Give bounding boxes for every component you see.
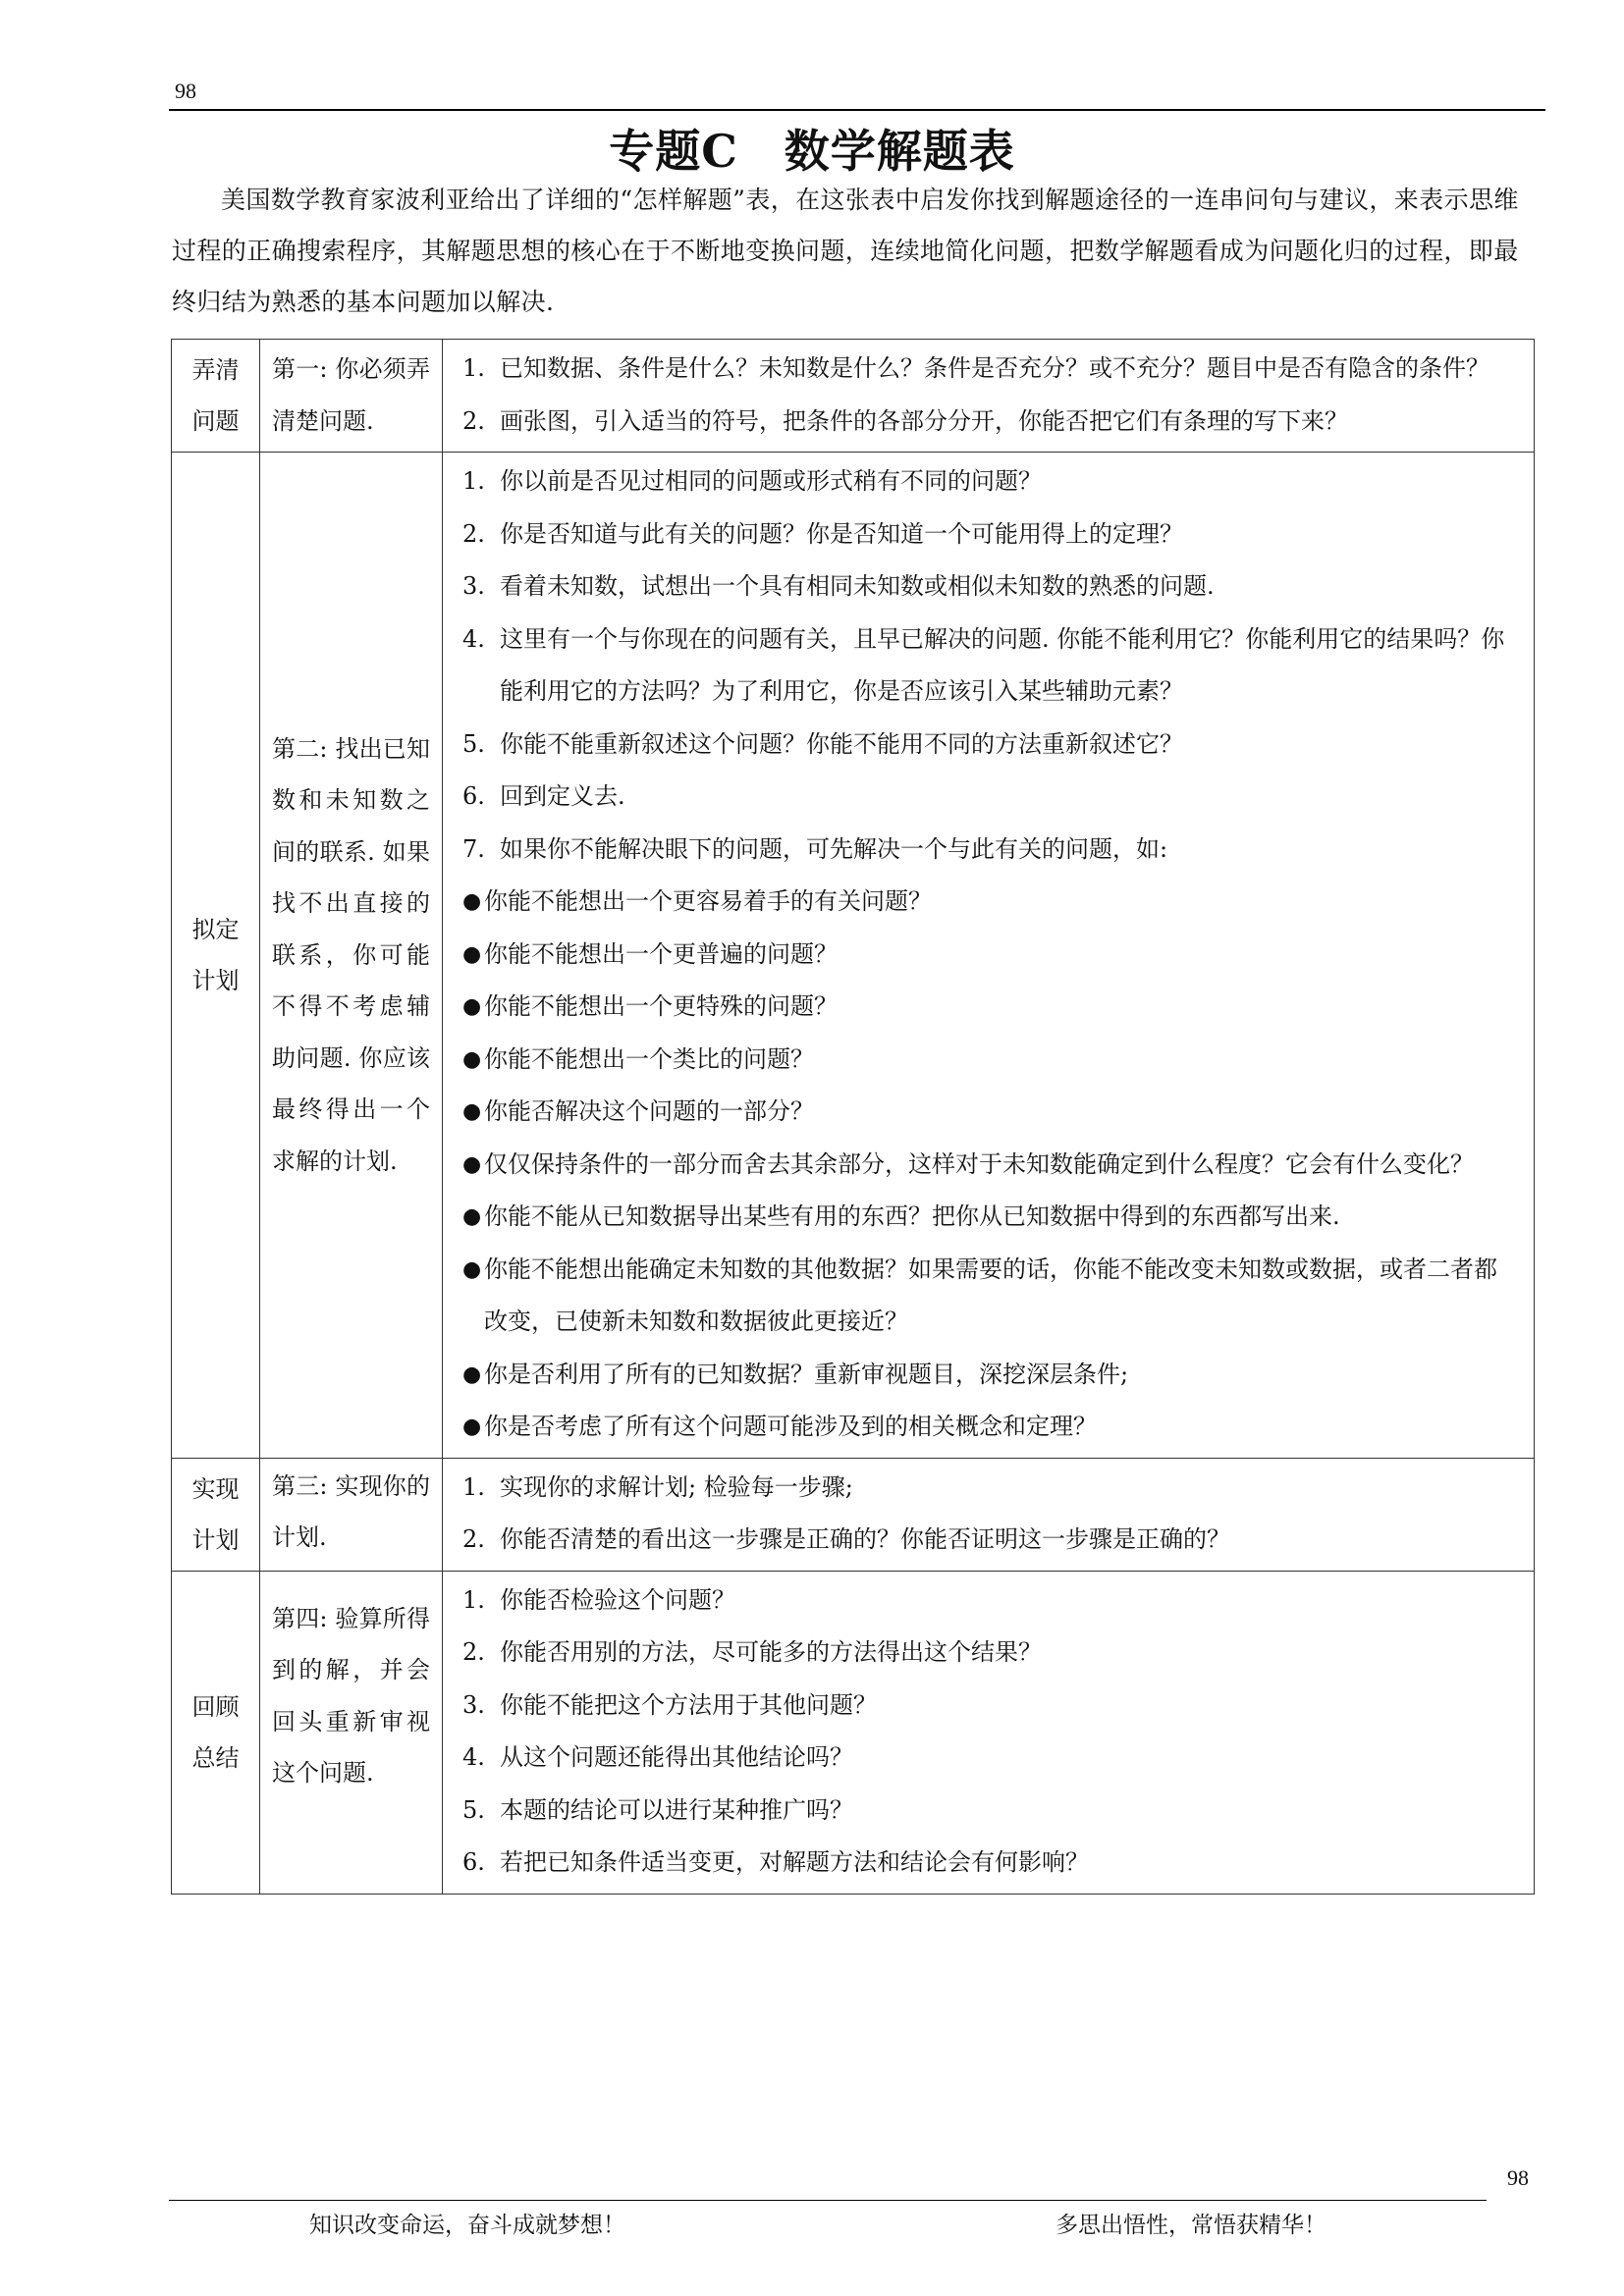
item-number: 1.	[462, 467, 485, 495]
bullet-item	[462, 876, 1520, 929]
list-item	[462, 1462, 1520, 1515]
item-text: 你是否知道与此有关的问题？你是否知道一个可能用得上的定理？	[500, 519, 1183, 548]
item-number: 6.	[462, 1848, 485, 1876]
list-item	[462, 614, 1520, 719]
list-item	[462, 1627, 1520, 1680]
item-text: 这里有一个与你现在的问题有关，且早已解决的问题. 你能不能利用它？你能利用它的结果吗？你能利用它的方法吗？为了利用它，你是否应该引入某些辅助元素？	[500, 624, 1505, 705]
item-number: 1.	[462, 1585, 485, 1614]
bullet-icon: ●	[462, 1046, 482, 1072]
intro-paragraph: 美国数学教育家波利亚给出了详细的“怎样解题”表，在这张表中启发你找到解题途径的一连串问句与建议，来表示思维过程的正确搜索程序，其解题思想的核心在于不断地变换问题，连续地简化问题，把数学解题看成为问题化归的过程，即最终归结为熟悉的基本问题加以解决.	[172, 186, 1519, 316]
step-description: 第二: 找出已知数和未知数之间的联系. 如果找不出直接的联系，你可能不得不考虑辅助问题. 你应该最终得出一个求解的计划.	[260, 453, 443, 1459]
bullet-text: 你能不能想出一个更容易着手的有关问题？	[484, 887, 932, 915]
bullet-text: 你能不能从已知数据导出某些有用的东西？把你从已知数据中得到的东西都写出来.	[484, 1202, 1340, 1230]
bullet-item	[462, 1401, 1520, 1454]
item-number: 2.	[462, 1525, 485, 1553]
bullet-icon: ●	[462, 1415, 482, 1439]
list-item	[462, 508, 1520, 561]
stage-label-line: 问题	[191, 407, 240, 435]
item-number: 1.	[462, 354, 485, 382]
bullet-item	[462, 1034, 1520, 1087]
item-number: 4.	[462, 1743, 485, 1771]
stage-label-line: 计划	[191, 1525, 240, 1554]
bullet-text: 你是否考虑了所有这个问题可能涉及到的相关概念和定理？	[484, 1413, 1097, 1440]
bullet-item	[462, 1244, 1520, 1349]
item-number: 4.	[462, 624, 485, 653]
bullet-text: 你能不能想出能确定未知数的其他数据？如果需要的话，你能不能改变未知数或数据，或者二者都改变，已使新未知数和数据彼此更接近？	[484, 1255, 1497, 1335]
bullet-icon: ●	[462, 1256, 482, 1282]
bullet-item	[462, 1349, 1520, 1402]
bullet-item	[462, 929, 1520, 982]
list-item	[462, 343, 1520, 396]
list-item	[462, 1514, 1520, 1567]
item-text: 你能否清楚的看出这一步骤是正确的？你能否证明这一步骤是正确的？	[500, 1525, 1230, 1553]
list-item	[462, 455, 1520, 508]
stage-label-line: 计划	[191, 966, 240, 994]
list-item	[462, 1785, 1520, 1838]
bullet-item	[462, 981, 1520, 1034]
item-text: 若把已知条件适当变更，对解题方法和结论会有何影响？	[500, 1848, 1089, 1876]
bullet-icon: ●	[462, 1362, 482, 1387]
item-text: 你能否用别的方法，尽可能多的方法得出这个结果？	[500, 1638, 1042, 1666]
bullet-text: 仅仅保持条件的一部分而舍去其余部分，这样对于未知数能确定到什么程度？它会有什么变化？	[484, 1149, 1474, 1178]
bullet-text: 你能不能想出一个更特殊的问题？	[484, 992, 838, 1020]
item-number: 7.	[462, 834, 485, 863]
list-item	[462, 396, 1520, 449]
question-list	[443, 1571, 1535, 1894]
item-text: 你能不能重新叙述这个问题？你能不能用不同的方法重新叙述它？	[500, 729, 1183, 758]
stage-label-line: 拟定	[191, 915, 240, 943]
stage-label-understand	[172, 340, 260, 453]
step-description: 第四: 验算所得到的解，并会回头重新审视这个问题.	[260, 1571, 443, 1894]
list-item	[462, 1732, 1520, 1785]
bullet-text: 你能不能想出一个更普遍的问题？	[484, 939, 838, 968]
stage-label-execute	[172, 1458, 260, 1571]
item-number: 1.	[462, 1472, 485, 1501]
bullet-icon: ●	[462, 889, 482, 914]
item-number: 5.	[462, 1795, 485, 1824]
bullet-text: 你能不能想出一个类比的问题？	[484, 1044, 814, 1073]
list-item	[462, 561, 1520, 614]
bullet-icon: ●	[462, 1204, 482, 1229]
item-text: 已知数据、条件是什么？未知数是什么？条件是否充分？或不充分？题目中是否有隐含的条件？	[500, 354, 1489, 382]
bullet-item	[462, 1139, 1520, 1192]
item-text: 从这个问题还能得出其他结论吗？	[500, 1743, 853, 1771]
bullet-icon: ●	[462, 1151, 482, 1177]
item-number: 2.	[462, 406, 485, 435]
item-text: 如果你不能解决眼下的问题，可先解决一个与此有关的问题，如:	[500, 834, 1168, 863]
item-number: 3.	[462, 1690, 485, 1719]
footer-motto-right: 多思出悟性，常悟获精华！	[1056, 2213, 1326, 2238]
step-description: 第三: 实现你的计划.	[260, 1458, 443, 1571]
page-number-top: 98	[175, 79, 196, 103]
item-text: 本题的结论可以进行某种推广吗？	[500, 1795, 853, 1824]
stage-row-plan	[172, 453, 1535, 1459]
item-text: 看着未知数，试想出一个具有相同未知数或相似未知数的熟悉的问题.	[500, 572, 1215, 600]
item-number: 6.	[462, 782, 485, 810]
footer-motto-left: 知识改变命运，奋斗成就梦想！	[309, 2213, 625, 2238]
stage-label-line: 回顾	[191, 1692, 240, 1721]
bullet-text: 你能否解决这个问题的一部分？	[484, 1097, 814, 1125]
footer-rule	[169, 2200, 1487, 2201]
page-title: 专题C 数学解题表	[609, 125, 1015, 178]
list-item	[462, 1575, 1520, 1628]
item-number: 2.	[462, 519, 485, 548]
list-item	[462, 824, 1520, 877]
bullet-icon: ●	[462, 1099, 482, 1124]
problem-solving-table	[171, 339, 1535, 1895]
stage-label-line: 弄清	[191, 356, 240, 384]
item-number: 5.	[462, 729, 485, 758]
item-text: 你以前是否见过相同的问题或形式稍有不同的问题？	[500, 467, 1042, 495]
stage-label-line: 总结	[191, 1743, 240, 1772]
bullet-item	[462, 1086, 1520, 1139]
step-description: 第一: 你必须弄清楚问题.	[260, 340, 443, 453]
stage-row-review	[172, 1571, 1535, 1894]
question-list	[443, 453, 1535, 1459]
bullet-icon: ●	[462, 941, 482, 967]
question-list	[443, 1458, 1535, 1571]
question-list	[443, 340, 1535, 453]
stage-row-understand	[172, 340, 1535, 453]
header-rule	[169, 109, 1545, 111]
item-text: 你能不能把这个方法用于其他问题？	[500, 1690, 877, 1719]
list-item	[462, 771, 1520, 824]
item-number: 2.	[462, 1638, 485, 1666]
list-item	[462, 1837, 1520, 1890]
stage-row-execute	[172, 1458, 1535, 1571]
stage-label-line: 实现	[191, 1474, 240, 1503]
list-item	[462, 1680, 1520, 1733]
item-text: 画张图，引入适当的符号，把条件的各部分分开，你能否把它们有条理的写下来？	[500, 406, 1348, 435]
bullet-text: 你是否利用了所有的已知数据？重新审视题目，深挖深层条件;	[484, 1360, 1129, 1388]
stage-label-review	[172, 1571, 260, 1894]
bullet-item	[462, 1191, 1520, 1244]
bullet-icon: ●	[462, 994, 482, 1019]
item-number: 3.	[462, 572, 485, 600]
list-item	[462, 719, 1520, 772]
item-text: 你能否检验这个问题？	[500, 1585, 735, 1614]
item-text: 实现你的求解计划; 检验每一步骤;	[500, 1472, 853, 1501]
item-text: 回到定义去.	[500, 782, 625, 810]
page-number-bottom: 98	[1507, 2165, 1529, 2190]
stage-label-plan	[172, 453, 260, 1459]
